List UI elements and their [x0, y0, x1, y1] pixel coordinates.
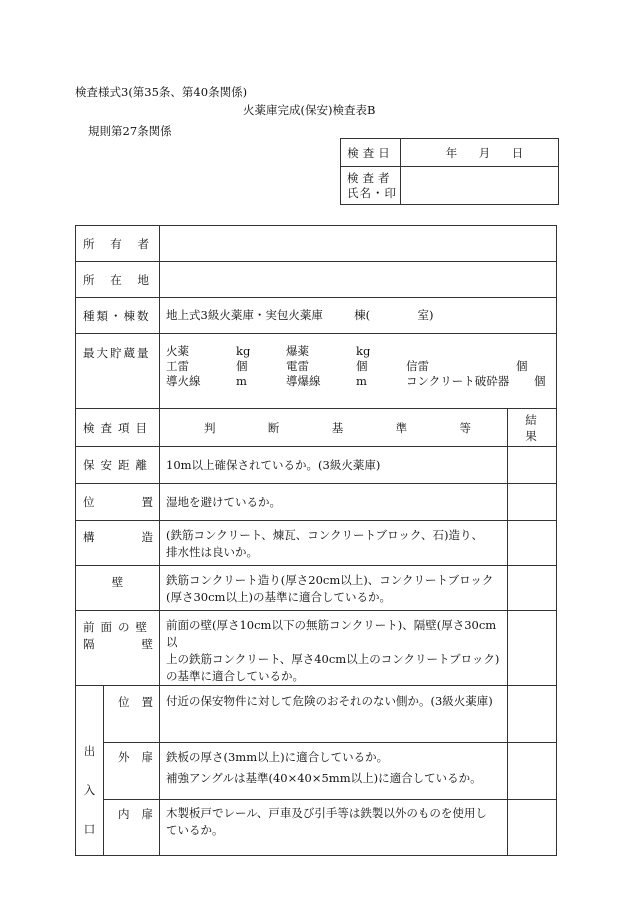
day-unit: 日	[511, 145, 524, 160]
inner-door-criteria-line2: ているか。	[166, 823, 224, 838]
entrance-position-criteria: 付近の保安物件に対して危険のおそれのない側か。(3級火薬庫)	[160, 686, 508, 743]
position-criteria: 湿地を避けているか。	[160, 484, 508, 521]
front-wall-criteria-line3: の基準に適合しているか。	[166, 669, 304, 683]
wall-criteria-line2: (厚さ30cm以上)の基準に適合しているか。	[166, 590, 391, 604]
room-count-unit: 室)	[417, 308, 434, 322]
type-field[interactable]	[160, 298, 557, 334]
inner-door-label: 内 扉	[104, 800, 160, 856]
storage-unit: kg	[356, 344, 371, 358]
storage-unit: 個	[516, 359, 528, 373]
max-storage-label: 最大貯蔵量	[76, 334, 160, 409]
max-storage-field[interactable]	[160, 334, 557, 409]
wall-criteria-line1: 鉄筋コンクリート造り(厚さ20cm以上)、コンクリートブロック	[166, 573, 494, 587]
column-header-item: 検査項目	[76, 409, 160, 447]
inspector-label	[341, 167, 401, 205]
storage-item-industrial-detonator: 工雷	[166, 359, 189, 373]
storage-unit: kg	[236, 344, 251, 358]
front-wall-label-line1: 前面の壁	[83, 620, 153, 634]
front-wall-label	[76, 611, 160, 686]
column-header-criteria	[160, 409, 508, 447]
storage-item-safety-fuse: 導火線	[166, 374, 201, 388]
front-wall-result[interactable]	[508, 611, 557, 686]
storage-row-3	[160, 374, 556, 389]
criteria-char: 断	[267, 420, 280, 435]
inspection-table	[75, 225, 557, 856]
safety-distance-criteria: 10m以上確保されているか。(3級火薬庫)	[160, 447, 508, 484]
type-value: 地上式3級火薬庫・実包火薬庫	[166, 308, 323, 322]
partition-wall-label: 隔 壁	[83, 637, 153, 651]
outer-door-criteria-line2: 補強アングルは基準(40×40×5mm以上)に適合しているか。	[166, 771, 482, 786]
inspector-label-line2: 氏名・印	[347, 185, 397, 200]
front-wall-criteria	[160, 611, 508, 686]
owner-label: 所 有 者	[76, 226, 160, 262]
inspection-date-label: 検査日	[341, 139, 401, 167]
storage-unit: m	[236, 374, 247, 388]
criteria-char: 判	[204, 420, 216, 435]
storage-item-explosive: 爆薬	[286, 344, 309, 358]
storage-unit: m	[356, 374, 367, 388]
wall-criteria	[160, 566, 508, 611]
inspection-date-field[interactable]	[401, 139, 559, 167]
criteria-char: 準	[395, 420, 408, 435]
inner-door-result[interactable]	[508, 800, 557, 856]
building-count-unit: 棟(	[354, 308, 371, 322]
storage-item-signal-detonator: 信雷	[406, 359, 429, 373]
wall-result[interactable]	[508, 566, 557, 611]
entrance-char: 口	[83, 822, 96, 836]
entrance-position-result[interactable]	[508, 686, 557, 743]
inspector-name-field[interactable]	[401, 167, 559, 205]
form-label: 検査様式3(第35条、第40条関係)	[75, 85, 248, 99]
location-field[interactable]	[160, 262, 557, 298]
year-unit: 年	[445, 145, 458, 160]
rule-reference: 規則第27条関係	[88, 124, 172, 138]
outer-door-criteria	[160, 743, 508, 800]
inspector-label-line1: 検査者	[347, 170, 394, 185]
inner-door-criteria-line1: 木製板戸でレール、戸車及び引手等は鉄製以外のものを使用し	[166, 806, 487, 821]
inspection-header-box	[340, 138, 559, 205]
storage-row-1	[160, 344, 556, 359]
outer-door-label: 外 扉	[104, 743, 160, 800]
storage-item-concrete-breaker: コンクリート破砕器	[406, 374, 510, 388]
structure-criteria-line2: 排水性は良いか。	[166, 545, 258, 559]
storage-item-gunpowder: 火薬	[166, 344, 189, 358]
type-label: 種類・棟数	[76, 298, 160, 334]
page-title: 火薬庫完成(保安)検査表B	[243, 103, 376, 117]
storage-row-2	[160, 359, 556, 374]
storage-unit: 個	[534, 374, 546, 388]
front-wall-criteria-line1: 前面の壁(厚さ10cm以下の無筋コンクリート)、隔壁(厚さ30cm以	[166, 618, 497, 649]
wall-label: 壁	[76, 566, 160, 611]
storage-unit: 個	[356, 359, 368, 373]
outer-door-result[interactable]	[508, 743, 557, 800]
month-unit: 月	[478, 145, 491, 160]
criteria-char: 基	[331, 420, 344, 435]
structure-label: 構 造	[76, 521, 160, 566]
safety-distance-label: 保安距離	[76, 447, 160, 484]
column-header-result: 結果	[508, 409, 557, 447]
entrance-char: 入	[83, 783, 96, 797]
location-label: 所 在 地	[76, 262, 160, 298]
owner-field[interactable]	[160, 226, 557, 262]
structure-criteria	[160, 521, 508, 566]
structure-result[interactable]	[508, 521, 557, 566]
storage-item-detonating-cord: 導爆線	[286, 374, 321, 388]
storage-item-electric-detonator: 電雷	[286, 359, 309, 373]
entrance-char: 出	[83, 744, 96, 758]
position-label: 位 置	[76, 484, 160, 521]
safety-distance-result[interactable]	[508, 447, 557, 484]
structure-criteria-line1: (鉄筋コンクリート、煉瓦、コンクリートブロック、石)造り、	[166, 528, 483, 542]
front-wall-criteria-line2: 上の鉄筋コンクリート、厚さ40cm以上のコンクリートブロック)	[166, 652, 500, 666]
criteria-char: 等	[459, 420, 471, 435]
storage-unit: 個	[236, 359, 248, 373]
position-result[interactable]	[508, 484, 557, 521]
entrance-label	[76, 686, 104, 856]
outer-door-criteria-line1: 鉄板の厚さ(3mm以上)に適合しているか。	[166, 750, 389, 765]
inner-door-criteria	[160, 800, 508, 856]
entrance-position-label: 位 置	[104, 686, 160, 743]
